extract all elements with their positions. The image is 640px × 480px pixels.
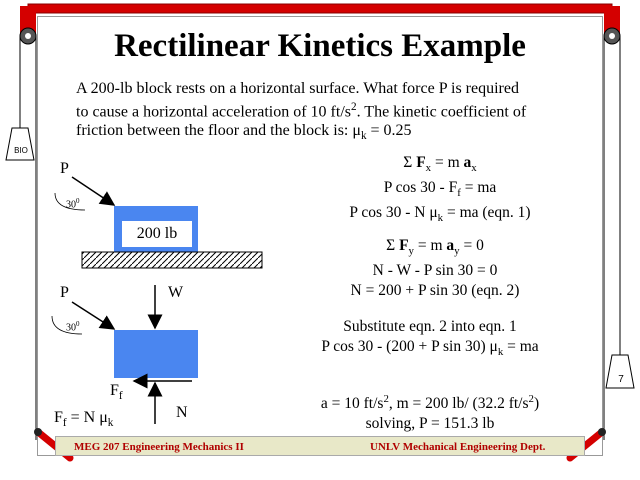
- problem-line-3: friction between the floor and the block is: $\mu_k = 0.25$: [76, 122, 412, 143]
- diagram2-block: [114, 330, 198, 378]
- substitute-line-2: P cos 30 - (200 + P sin 30) $\mu_k$ = ma: [321, 338, 539, 359]
- eq-y-line-2: N - W - P sin 30 = 0: [372, 262, 498, 280]
- solution-line-2: solving, P = 151.3 lb: [365, 415, 495, 433]
- footer-course: MEG 207 Engineering Mechanics II: [74, 441, 244, 453]
- eq-y-line-1: Σ $F_y = m$ $a_y = 0$: [386, 237, 484, 258]
- left-weight-label: BIO: [14, 146, 28, 155]
- footer-department: UNLV Mechanical Engineering Dept.: [370, 441, 546, 453]
- eq-y-line-3: N = 200 + P sin 30 (eqn. 2): [350, 282, 520, 300]
- eq-x-line-3: P cos 30 - N $\mu_k$ = ma (eqn. 1): [349, 204, 531, 225]
- equations-y: [290, 236, 580, 301]
- solution-line-1: a = 10 $ft/s^2$, m = 200 lb/ (32.2 $ft/s^2$): [320, 393, 540, 413]
- problem-line-2: to cause a horizontal acceleration of 10 $ft/s^2$. The kinetic coefficient of: [76, 101, 527, 121]
- diagram1-angle-label: $30^0$: [66, 197, 80, 211]
- diagram1-block-label: 200 lb: [122, 221, 192, 247]
- substitution: [280, 317, 580, 362]
- equations-x: [300, 153, 580, 228]
- diagram2-angle-label: $30^0$: [66, 320, 80, 334]
- solution: [270, 389, 590, 434]
- right-weight-label: 7: [618, 374, 624, 385]
- page-title: Rectilinear Kinetics Example: [114, 28, 526, 64]
- eq-x-line-2: P $\cos 30 - F_f$ = ma: [383, 179, 497, 200]
- substitute-line-1: Substitute eqn. 2 into eqn. 1: [343, 318, 517, 335]
- floor-hatch: [82, 252, 262, 268]
- problem-line-1: A 200-lb block rests on a horizontal surface. What force P is required: [76, 80, 519, 97]
- eq-x-line-1: Σ $F_x = m$ $a_x$: [403, 154, 477, 175]
- friction-equation: $F_f = N$ $\mu_k$: [54, 409, 114, 430]
- friction-label: $F_f$: [110, 382, 123, 403]
- normal-label: N: [176, 404, 188, 421]
- weight-label: W: [168, 284, 184, 301]
- diagram1-force-label: P: [60, 160, 69, 177]
- diagram2-force-label: P: [60, 284, 69, 301]
